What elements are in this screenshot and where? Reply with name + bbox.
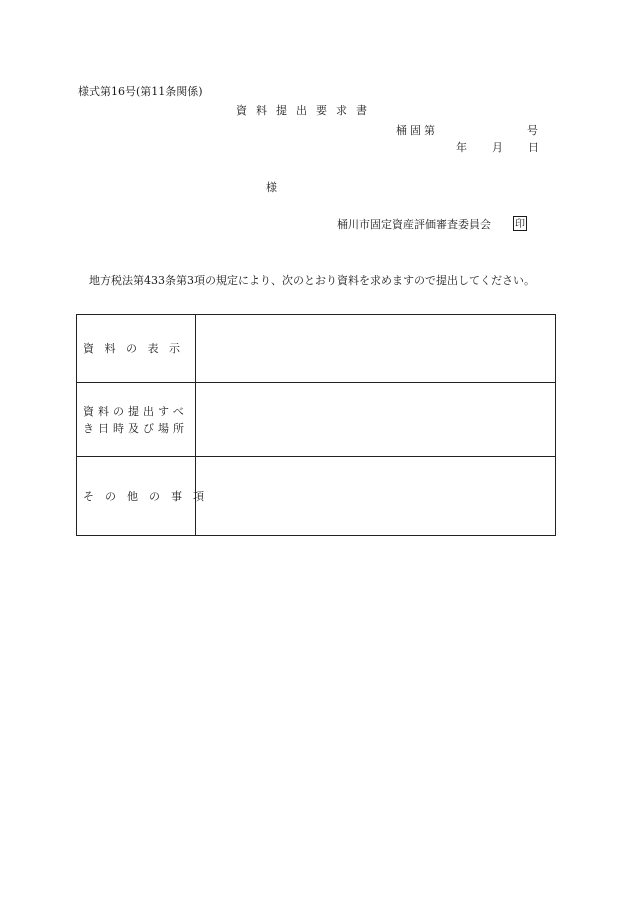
row-label-line: 資料の表示 [83,342,191,355]
seal-stamp: 印 [513,216,527,231]
request-details-table [76,314,556,536]
date-day-label: 日 [528,141,539,154]
document-title: 資料提出要求書 [236,104,376,117]
issuer-name: 桶川市固定資産評価審査委員会 [337,218,491,231]
other-matters-value-cell [196,457,556,536]
submission-time-place-value-cell [196,383,556,457]
row-label-cell [77,315,196,383]
row-label-line: き日時及び場所 [83,421,188,435]
addressee-honorific: 様 [266,181,277,194]
table-row-other-matters [77,457,556,536]
table-row-material-display [77,315,556,383]
row-label-line: 資料の提出すべ [83,404,188,418]
table-row-submission-time-place [77,383,556,457]
material-display-value-cell [196,315,556,383]
date-year-label: 年 [456,141,467,154]
reference-number-prefix: 桶固第 [396,124,438,137]
date-month-label: 月 [492,141,503,154]
body-paragraph: 地方税法第433条第3項の規定により、次のとおり資料を求めますので提出してください。 [89,274,535,287]
row-label-cell [77,457,215,536]
row-label-cell [77,383,196,457]
row-label-line: その他の事項 [83,489,215,503]
form-number: 様式第16号(第11条関係) [78,85,203,98]
reference-number-suffix: 号 [527,124,538,137]
